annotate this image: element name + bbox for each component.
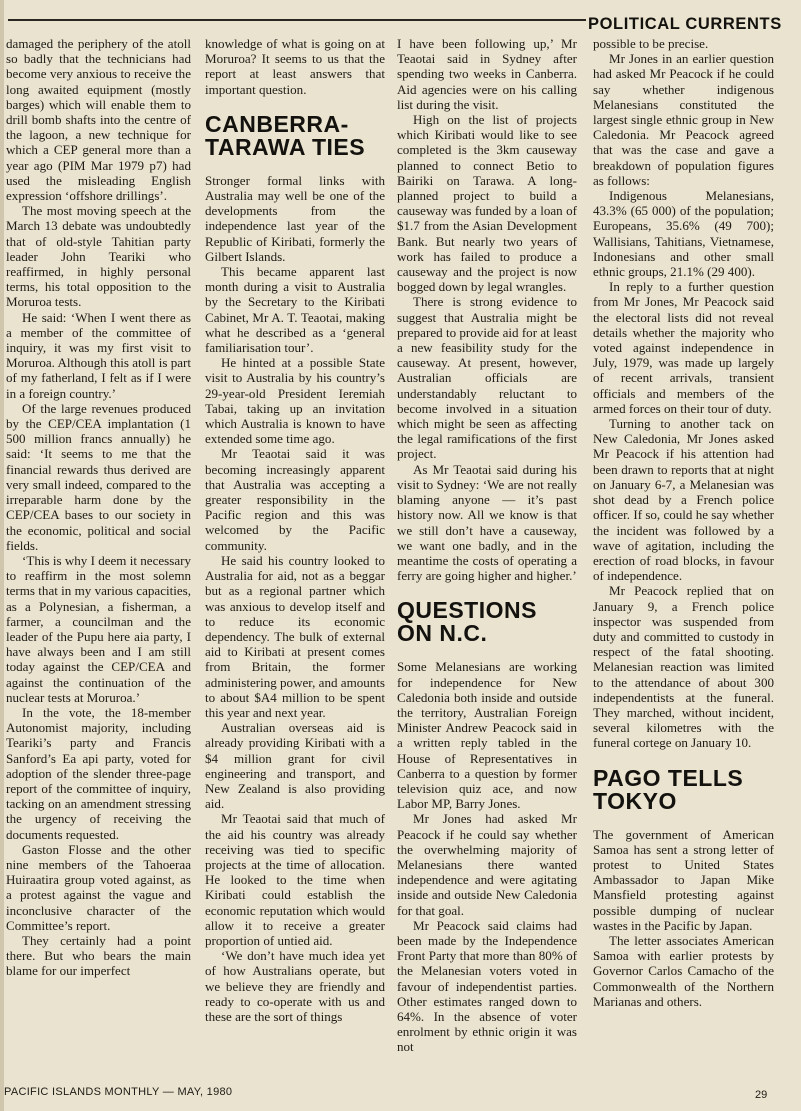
paragraph: They certainly had a point there. But who bears the main blame for our imperfect xyxy=(6,932,191,979)
paragraph: As Mr Teaotai said during his visit to Sydney: ‘We are not really blaming anyone — it’s past history now. All we know is that we still don’t have a causeway, we want one badly, and in the meantime the costs of operating a ferry are going higher and higher.’ xyxy=(397,461,577,584)
paragraph: In reply to a further question from Mr Jones, Mr Peacock said the electoral lists did not reveal details whether the majority who voted against independence in July, 1979, was made up largely of recent arrivals, transient officials and members of the armed forces on their tour of duty. xyxy=(593,279,774,416)
paragraph: Australian overseas aid is already providing Kiribati with a $4 million grant for civil engineering and transport, and New Zealand is also providing aid. xyxy=(205,720,385,812)
paragraph: Indigenous Melanesians, 43.3% (65 000) of the population; Europeans, 35.6% (49 700); Wallisians, Tahitians, Vietnamese, Indonesians and other small ethnic groups, 21.1% (29 400). xyxy=(593,188,774,280)
column-2-body xyxy=(205,173,385,1024)
paragraph: There is strong evidence to suggest that Australia might be prepared to provide aid for at least a new feasibility study for the causeway. At present, however, Australian officials are understandably reluctant to become involved in a situation which might be seen as affecting the legal ramifications of the first project. xyxy=(397,294,577,462)
paragraph: The letter associates American Samoa with earlier protests by Governor Carlos Camacho of the Commonwealth of the Northern Marianas and others. xyxy=(593,932,774,1009)
paragraph: ‘This is why I deem it necessary to reaffirm in the most solemn terms that in my various capacities, as a Polynesian, a fisherman, a farmer, a councilman and the leader of the Pupu here aia party, I have always been and I am still today against the CEP/CEA and against the continuation of the nuclear tests at Moruroa.’ xyxy=(6,552,191,705)
page-number: 29 xyxy=(755,1089,768,1101)
column-4-intro xyxy=(593,36,774,751)
paragraph: Turning to another tack on New Caledonia, Mr Jones asked Mr Peacock if his attention had been drawn to reports that at night on January 6-7, a Melanesian was shot dead by a French police officer. If so, could he say whether the incident was followed by a wave of agitation, including the erection of road blocks, in favour of independence. xyxy=(593,416,774,584)
paragraph: Of the large revenues produced by the CEP/CEA implantation (1 500 million francs annually) he said: ‘It seems to me that the financial rewards thus derived are very small indeed, compared to the irreparable harm done by the CEP/CEA bases to our society in the economic, political and social fields. xyxy=(6,400,191,553)
paragraph: Stronger formal links with Australia may well be one of the developments from the independence last year of the Republic of Kiribati, formerly the Gilbert Islands. xyxy=(205,172,385,264)
column-3 xyxy=(397,36,577,1076)
paragraph: He said his country looked to Australia for aid, not as a beggar but as a regional partner which was anxious to develop itself and to reduce its economic dependency. The bulk of external aid to Kiribati at present comes from Britain, the former administering power, and amounts to about $A4 million to be spent this year and next year. xyxy=(205,552,385,720)
column-4-body xyxy=(593,827,774,1009)
paragraph: The most moving speech at the March 13 debate was undoubtedly that of old-style Tahitian party leader John Teariki who reaffirmed, in highly personal terms, his total opposition to the Moruroa tests. xyxy=(6,203,191,310)
paragraph: He said: ‘When I went there as a member of the committee of inquiry, it was my first visit to Moruroa. Although this atoll is part of my fatherland, I felt as if I were in a foreign country.’ xyxy=(6,309,191,401)
column-3-intro xyxy=(397,36,577,583)
paragraph: Gaston Flosse and the other nine members of the Tahoeraa Huiraatira group voted against, as a protest against the vague and inconclusive character of the Committee’s report. xyxy=(6,841,191,933)
paragraph: Mr Jones had asked Mr Peacock if he could say whether the overwhelming majority of Melanesians there wanted independence and were agitating inside and outside New Caledonia for that goal. xyxy=(397,811,577,918)
paragraph: Some Melanesians are working for independence for New Caledonia both inside and outside the territory, Australian Foreign Minister Andrew Peacock said in a written reply tabled in the House of Representatives in Canberra to a question by former television quiz ace, and now Labor MP, Barry Jones. xyxy=(397,659,577,812)
column-2-intro xyxy=(205,36,385,97)
paragraph: In the vote, the 18-member Autonomist majority, including Teariki’s party and Francis Sanford’s Ea api party, voted for adoption of the slender three-page report of the committee of inquiry, tacking on an amendment stressing the urgency of receiving the documents requested. xyxy=(6,704,191,842)
paragraph: I have been following up,’ Mr Teaotai said in Sydney after spending two weeks in Canberra. Aid agencies were on his calling list during the visit. xyxy=(397,36,577,112)
headline-canberra-tarawa: CANBERRA- TARAWA TIES xyxy=(205,110,366,160)
paragraph: ‘We don’t have much idea yet of how Australians operate, but we believe they are friendly and ready to co-operate with us and these are the sort of things xyxy=(205,948,385,1024)
paragraph: This became apparent last month during a visit to Australia by the Secretary to the Kiribati Cabinet, Mr A. T. Teaotai, making what he described as a ‘general familiarisation tour’. xyxy=(205,264,385,356)
paragraph: knowledge of what is going on at Moruroa? It seems to us that the report at least answers that important question. xyxy=(205,36,385,97)
headline-pago-tokyo: PAGO TELLS TOKYO xyxy=(593,764,744,814)
column-1-paragraphs xyxy=(6,36,191,979)
paragraph: Mr Teaotai said that much of the aid his country was already receiving was tied to specific projects at the time of allocation. He looked to the time when Kiribati could establish the economic reputation which would allow it to receive a greater proportion of untied aid. xyxy=(205,811,385,948)
paragraph: damaged the periphery of the atoll so badly that the technicians had become very anxious to receive the long awaited equipment (mostly barges) which will enable them to drill bomb shafts into the centre of the lagoon, a new technique for which a CEP general more than a year ago (PIM Mar 1979 p7) had used the misleading English expression ‘offshore drillings’. xyxy=(6,36,191,204)
paragraph: Mr Jones in an earlier question had asked Mr Peacock if he could say whether indigenous Melanesians constituted the largest single ethnic group in New Caledonia. Mr Peacock agreed that was the case and gave a breakdown of population figures as follows: xyxy=(593,51,774,188)
section-title: POLITICAL CURRENTS xyxy=(588,15,782,33)
column-2 xyxy=(205,36,385,1076)
paragraph: Mr Peacock said claims had been made by the Independence Front Party that more than 80% of the Melanesian voters voted in favour of independentist parties. Other estimates ranged down to 64%. In the absence of voter enrolment by ethnic origin it was not xyxy=(397,917,577,1055)
headline-questions-nc: QUESTIONS ON N.C. xyxy=(397,597,537,647)
paragraph: Mr Teaotai said it was becoming increasingly apparent that Australia was accepting a greater responsibility in the Pacific region and this was welcomed by the Pacific community. xyxy=(205,446,385,553)
header-rule xyxy=(8,19,586,21)
paragraph: Mr Peacock replied that on January 9, a French police inspector was suspended from duty and committed to custody in respect of the fatal shooting. Melanesian reaction was limited to the attendance of about 300 independentists at the funeral. They marched, without incident, several kilometres with the funeral cortege on January 10. xyxy=(593,583,774,751)
paragraph: possible to be precise. xyxy=(593,36,709,51)
paragraph: The government of American Samoa has sent a strong letter of protest to United States Ambassador to Japan Mike Mansfield protesting against possible dumping of nuclear wastes in the Pacific by Japan. xyxy=(593,826,774,933)
column-1 xyxy=(6,36,191,1076)
column-3-body xyxy=(397,659,577,1054)
footer-publication: PACIFIC ISLANDS MONTHLY — MAY, 1980 xyxy=(4,1086,233,1098)
column-4 xyxy=(593,36,774,1076)
paragraph: High on the list of projects which Kiribati would like to see completed is the 3km causeway planned to connect Betio to Bairiki on Tarawa. A long-planned project to build a causeway was funded by a loan of $1.7 from the Asian Development Bank. But nearly two years of work has failed to produce a causeway and the project is now bogged down by legal wrangles. xyxy=(397,112,577,295)
paragraph: He hinted at a possible State visit to Australia by his country’s 29-year-old President Ieremiah Tabai, taking up an invitation which Australia is known to have extended some time ago. xyxy=(205,355,385,447)
page-edge-shadow xyxy=(0,0,4,1111)
